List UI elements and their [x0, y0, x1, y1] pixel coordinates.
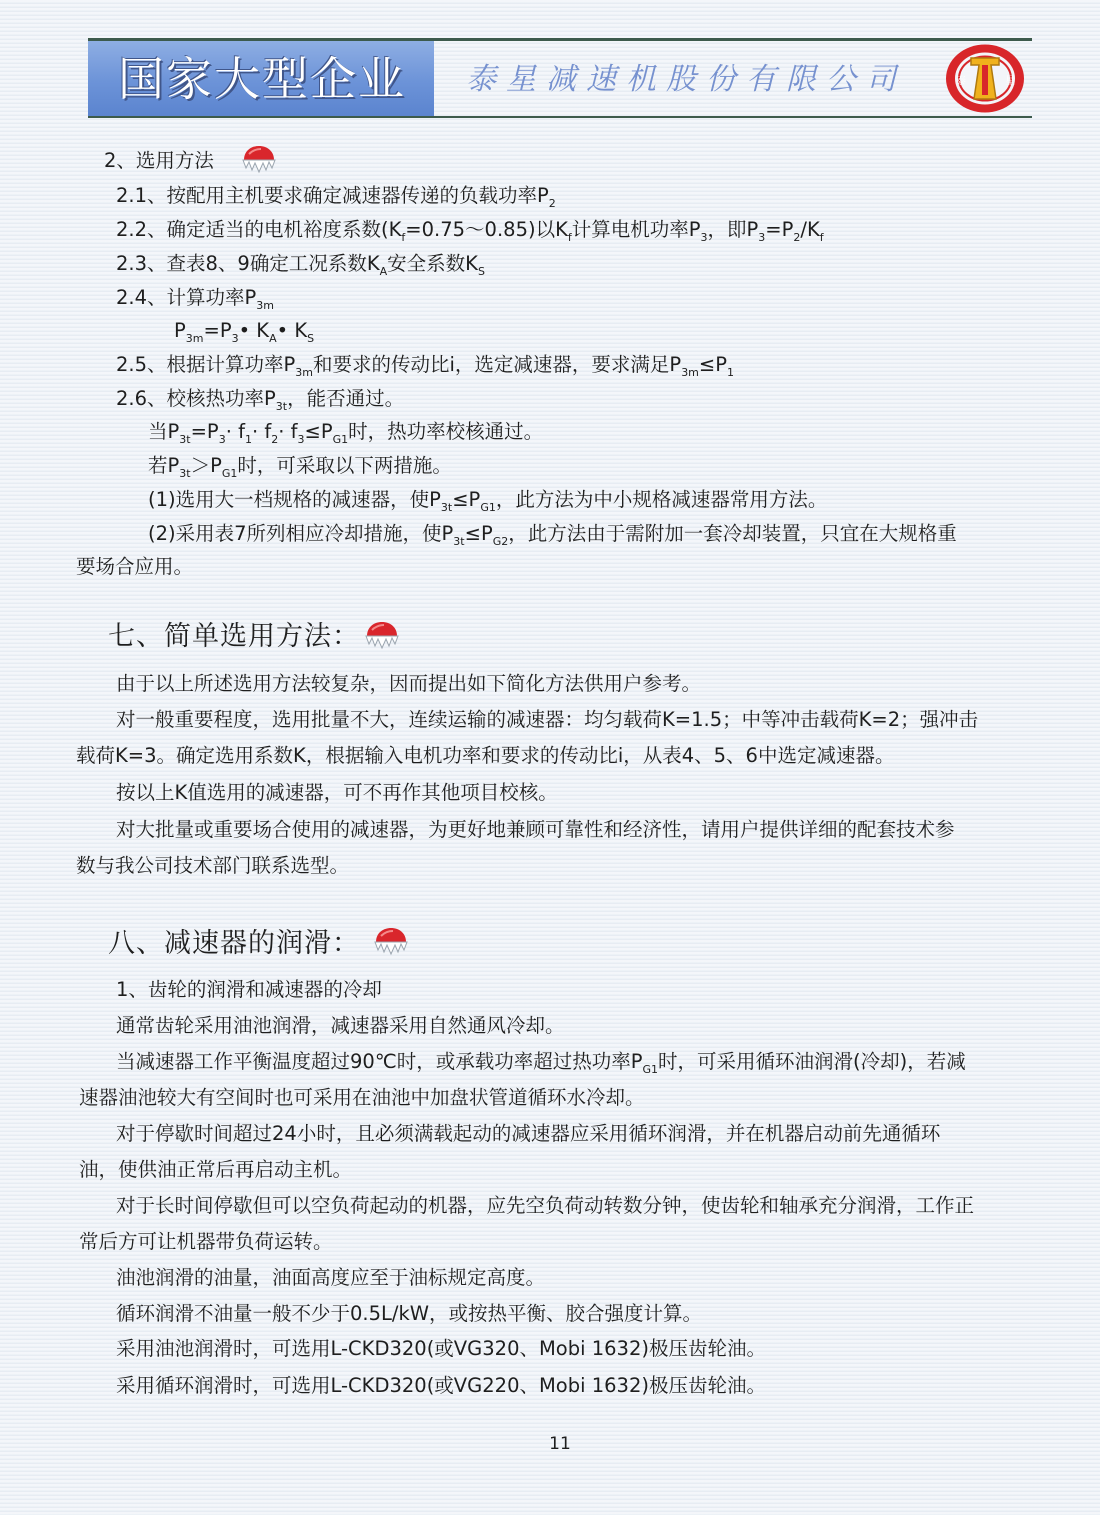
step-2-4: 2.4、计算功率$P_{3m}$ — [116, 286, 274, 312]
section-heading-8: 八、减速器的润滑： — [108, 928, 360, 959]
flower-bullet-icon — [241, 144, 277, 178]
paragraph-continued: 常后方可让机器带负荷运转。 — [79, 1230, 333, 1253]
section-heading-7: 七、简单选用方法： — [108, 621, 360, 652]
paragraph: 采用循环润滑时，可选用L-CKD320(或VG220、Mobi 1632)极压齿轮油。 — [116, 1374, 766, 1397]
step-2-2: 2.2、确定适当的电机裕度系数$(K_f=0.75\sim 0.85)$以$K_f$计算电机功率$P_3$，即$P_3=P_2/K_f$ — [116, 218, 824, 244]
subsection-heading: 1、齿轮的润滑和减速器的冷却 — [116, 978, 382, 1001]
thermal-fail-condition: 若$P_{3t}>P_{G1}$时，可采取以下两措施。 — [148, 454, 452, 480]
paragraph: 由于以上所述选用方法较复杂，因而提出如下简化方法供用户参考。 — [116, 672, 702, 695]
subsection-heading: 2、选用方法 — [104, 149, 214, 172]
banner-bottom-rule — [88, 116, 1032, 118]
page-number: 11 — [549, 1434, 571, 1454]
paragraph-continued: 数与我公司技术部门联系选型。 — [76, 854, 350, 877]
paragraph: 通常齿轮采用油池润滑，减速器采用自然通风冷却。 — [116, 1014, 565, 1037]
paragraph: 对一般重要程度，选用批量不大，连续运输的减速器：均匀载荷K=1.5；中等冲击载荷K=2；强冲击 — [116, 708, 979, 731]
header-banner — [88, 38, 1032, 118]
measure-1: (1)选用大一档规格的减速器，使$P_{3t}\le P_{G1}$，此方法为中小规格减速器常用方法。 — [148, 488, 828, 514]
step-2-5: 2.5、根据计算功率$P_{3m}$和要求的传动比i，选定减速器，要求满足$P_{3m}\le P_1$ — [116, 353, 735, 379]
formula-p3m: $P_{3m}=P_3•$ $K_A•$ $K_S$ — [174, 319, 315, 345]
paragraph: 油池润滑的油量，油面高度应至于油标规定高度。 — [116, 1266, 546, 1289]
flower-bullet-icon — [373, 926, 409, 960]
paragraph: 当减速器工作平衡温度超过90℃时，或承载功率超过热功率$P_{G1}$时，可采用循环油润滑(冷却)，若减 — [116, 1050, 966, 1076]
company-name: 泰星减速机股份有限公司 — [466, 62, 906, 97]
paragraph: 循环润滑不油量一般不少于0.5L/kW，或按热平衡、胶合强度计算。 — [116, 1302, 703, 1325]
step-2-3: 2.3、查表8、9确定工况系数$K_A$安全系数$K_S$ — [116, 252, 485, 278]
paragraph-continued: 载荷K=3。确定选用系数K，根据输入电机功率和要求的传动比i，从表4、5、6中选定减速器。 — [76, 744, 895, 767]
paragraph: 按以上K值选用的减速器，可不再作其他项目校核。 — [116, 781, 558, 804]
thermal-check-condition: 当$P_{3t}=P_3\cdot f_1\cdot f_2\cdot f_3\le P_{G1}$时，热功率校核通过。 — [148, 420, 544, 446]
paragraph-continued: 油，使供油正常后再启动主机。 — [79, 1158, 353, 1181]
banner-title-block — [88, 41, 434, 116]
paragraph: 对于停歇时间超过24小时，且必须满载起动的减速器应采用循环润滑，并在机器启动前先通循环 — [116, 1122, 941, 1145]
step-2-1: 2.1、按配用主机要求确定减速器传递的负载功率$P_2$ — [116, 184, 556, 210]
logo-right-char: 星 — [1005, 76, 1015, 87]
measure-2-continued: 要场合应用。 — [76, 555, 194, 578]
step-2-6: 2.6、校核热功率$P_{3t}$，能否通过。 — [116, 387, 405, 413]
paragraph-continued: 速器油池较大有空间时也可采用在油池中加盘状管道循环水冷却。 — [79, 1086, 645, 1109]
banner-title: 国家大型企业 — [118, 52, 406, 106]
paragraph: 对大批量或重要场合使用的减速器，为更好地兼顾可靠性和经济性，请用户提供详细的配套技术参 — [116, 818, 955, 841]
company-logo — [944, 41, 1026, 116]
logo-left-char: 泰 — [956, 76, 966, 87]
measure-2: (2)采用表7所列相应冷却措施，使$P_{3t}\le P_{G2}$，此方法由于需附加一套冷却装置，只宜在大规格重 — [148, 522, 957, 548]
paragraph: 对于长时间停歇但可以空负荷起动的机器，应先空负荷动转数分钟，使齿轮和轴承充分润滑，工作正 — [116, 1194, 975, 1217]
paragraph: 采用油池润滑时，可选用L-CKD320(或VG320、Mobi 1632)极压齿轮油。 — [116, 1337, 766, 1360]
flower-bullet-icon — [364, 620, 400, 654]
